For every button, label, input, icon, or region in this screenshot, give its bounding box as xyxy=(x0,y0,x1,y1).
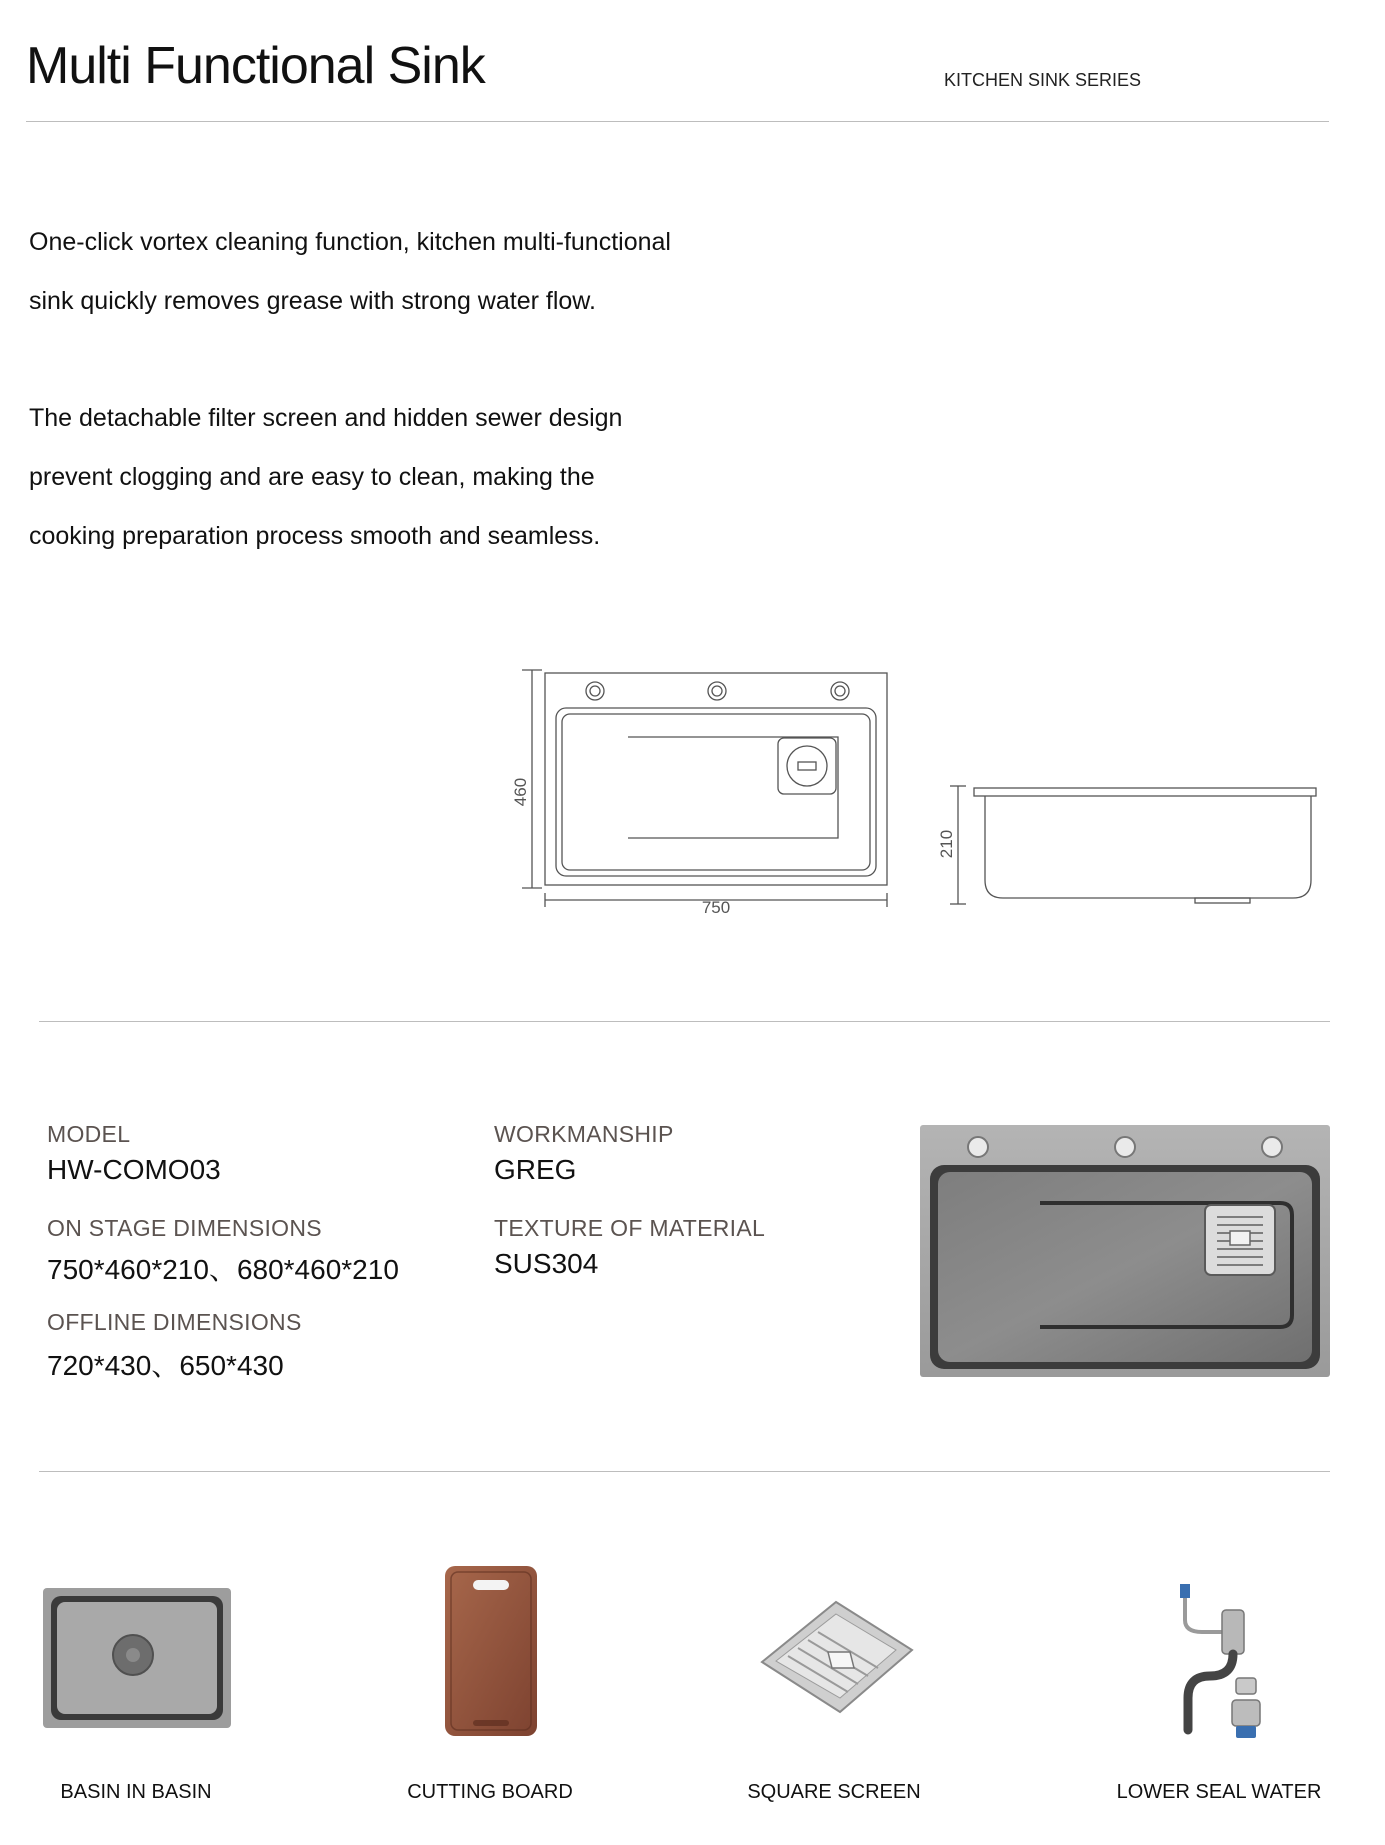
square-screen-image xyxy=(758,1598,916,1716)
sink-product-image xyxy=(920,1125,1330,1377)
basin-in-basin-image xyxy=(43,1588,231,1728)
lower-seal-water-image xyxy=(1162,1580,1282,1742)
faucet-hole-icon xyxy=(586,682,604,700)
accessory-label-cutting-board: CUTTING BOARD xyxy=(407,1781,573,1803)
spec-model xyxy=(47,1121,221,1186)
spec-value: 750*460*210、680*460*210 xyxy=(47,1254,399,1285)
spec-label: MODEL xyxy=(47,1121,131,1147)
section-divider xyxy=(39,1021,1330,1022)
top-view-drawing xyxy=(522,670,887,907)
description-line: One-click vortex cleaning function, kitchen multi-functional xyxy=(29,228,671,256)
side-view-drawing xyxy=(950,786,1316,904)
step-ledge xyxy=(628,737,838,838)
faucet-hole-icon xyxy=(831,682,849,700)
spec-value: 720*430、650*430 xyxy=(47,1350,284,1381)
section-divider xyxy=(39,1471,1330,1472)
side-drain xyxy=(1195,898,1250,903)
spec-label: ON STAGE DIMENSIONS xyxy=(47,1215,322,1241)
faucet-hole-icon xyxy=(1262,1137,1282,1157)
description-line: sink quickly removes grease with strong water flow. xyxy=(29,287,596,315)
page-title: Multi Functional Sink xyxy=(26,37,485,95)
spec-workmanship xyxy=(494,1121,674,1186)
width-dimension: 750 xyxy=(701,898,731,917)
spec-value: GREG xyxy=(494,1154,577,1185)
header-divider xyxy=(26,121,1329,122)
drain-icon xyxy=(787,746,827,786)
description-line: prevent clogging and are easy to clean, making the xyxy=(29,463,595,491)
spec-on-stage-dimensions xyxy=(47,1215,399,1288)
faucet-hole-icon xyxy=(968,1137,988,1157)
description-line: The detachable filter screen and hidden sewer design xyxy=(29,404,623,432)
basin-outer xyxy=(556,708,876,876)
spec-label: WORKMANSHIP xyxy=(494,1121,674,1147)
series-label: KITCHEN SINK SERIES xyxy=(943,70,1141,90)
accessory-label-basin-in-basin: BASIN IN BASIN xyxy=(60,1781,212,1803)
spec-value: HW-COMO03 xyxy=(47,1154,221,1185)
spec-texture xyxy=(494,1215,765,1280)
side-rim xyxy=(974,788,1316,796)
faucet-hole-icon xyxy=(1115,1137,1135,1157)
cutting-board-image xyxy=(443,1564,539,1738)
faucet-hole-icon xyxy=(708,682,726,700)
spec-value: SUS304 xyxy=(494,1248,599,1279)
board-handle-icon xyxy=(473,1580,509,1590)
accessory-label-square-screen: SQUARE SCREEN xyxy=(747,1781,921,1803)
side-basin xyxy=(985,796,1311,898)
depth-dimension: 210 xyxy=(937,829,956,859)
spec-label: TEXTURE OF MATERIAL xyxy=(494,1215,766,1241)
description-paragraph-1 xyxy=(29,213,671,331)
technical-drawing xyxy=(500,660,1340,940)
spec-offline-dimensions xyxy=(47,1309,302,1384)
height-dimension: 460 xyxy=(511,777,530,807)
accessory-label-lower-seal-water: LOWER SEAL WATER xyxy=(1116,1781,1322,1803)
spec-label: OFFLINE DIMENSIONS xyxy=(47,1309,302,1335)
description-paragraph-2 xyxy=(29,389,622,566)
description-line: cooking preparation process smooth and seamless. xyxy=(29,522,601,550)
